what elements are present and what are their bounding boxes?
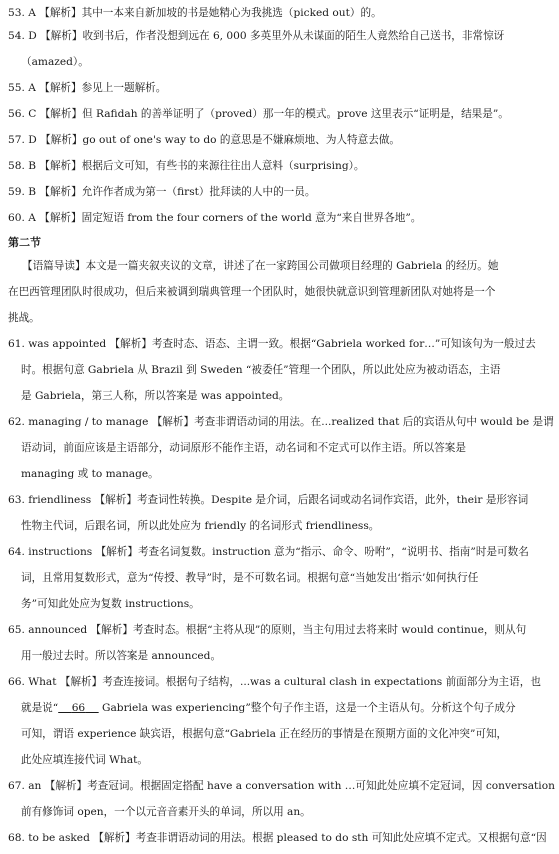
answer-fragment: Gabriela was experiencing”整个句子作主语，这是一个主语从句。分析这个句子成分	[98, 702, 516, 714]
answer-item-56	[8, 101, 548, 127]
answer-item-66	[8, 669, 548, 773]
answer-item-65	[8, 617, 548, 669]
guide-line: 在巴西管理团队时很成功，但后来被调到瑞典管理一个团队时，她很快就意识到管理新团队对她将是一个	[8, 286, 496, 298]
answer-text: 62. managing / to manage 【解析】考查非谓语动词的用法。在...realized that 后的宾语从句中 would be 是谓	[8, 416, 554, 428]
guide-line: 【语篇导读】本文是一篇夹叙夹议的文章，讲述了在一家跨国公司做项目经理的 Gabriela 的经历。她	[22, 260, 499, 272]
answer-text: 65. announced 【解析】考查时态。根据“主将从现”的原则，当主句用过去将来时 would continue，则从句	[8, 624, 527, 636]
section-heading: 第二节	[8, 236, 41, 249]
answer-continuation	[8, 695, 548, 721]
answer-continuation: 性物主代词，后跟名词，所以此处应为 friendly 的名词形式 friendliness。	[21, 520, 380, 532]
answer-fragment: 就是说“	[21, 702, 59, 714]
answer-text: 66. What 【解析】考查连接词。根据句子结构，...was a cultural clash in expectations 前面部分为主语，也	[8, 676, 541, 688]
answer-continuation: 用一般过去时。所以答案是 announced。	[21, 650, 222, 662]
answer-item-62	[8, 409, 554, 487]
answer-text: 58. B 【解析】根据后文可知，有些书的来源往往出人意料（surprising）。	[8, 160, 365, 172]
answer-item-54	[8, 23, 548, 75]
answer-continuation: 前有修饰词 open，一个以元音音素开头的单词，所以用 an。	[21, 806, 311, 818]
answer-item-57	[8, 127, 548, 153]
answer-text: 68. to be asked 【解析】考查非谓语动词的用法。根据 pleased to do sth 可知此处应填不定式。又根据句意“因	[8, 832, 547, 844]
answer-continuation: 词，且常用复数形式，意为“传授、教导”时，是不可数名词。根据句意“当她发出‘指示’如何执行任	[21, 572, 479, 584]
answer-item-64	[8, 539, 548, 617]
answer-item-59	[8, 179, 548, 205]
answer-text: 60. A 【解析】固定短语 from the four corners of the world 意为“来自世界各地”。	[8, 212, 422, 224]
answer-text: 59. B 【解析】允许作者成为第一（first）批拜读的人中的一员。	[8, 186, 316, 198]
answer-item-60	[8, 205, 548, 231]
answer-text: 61. was appointed 【解析】考查时态、语态、主谓一致。根据“Gabriela worked for…”可知该句为一般过去	[8, 338, 536, 350]
blank-number	[58, 702, 98, 714]
answer-continuation: 此处应填连接代词 What。	[21, 754, 148, 766]
answer-continuation: 是 Gabriela，第三人称，所以答案是 was appointed。	[21, 390, 290, 402]
answer-text: 55. A 【解析】参见上一题解析。	[8, 82, 167, 94]
answer-text: 57. D 【解析】go out of one's way to do 的意思是不嫌麻烦地、为人特意去做。	[8, 134, 401, 146]
answer-text: 64. instructions 【解析】考查名词复数。instruction 意为“指示、命令、吩咐”，“说明书、指南”时是可数名	[8, 546, 529, 558]
answer-item-58	[8, 153, 548, 179]
answer-item-68	[8, 825, 548, 851]
answer-item-55	[8, 75, 548, 101]
answer-text: 56. C 【解析】但 Rafidah 的善举证明了（proved）那一年的模式。prove 这里表示“证明是，结果是”。	[8, 108, 509, 120]
blank-label: 66	[71, 702, 86, 714]
answer-text: 54. D 【解析】收到书后，作者没想到远在 6, 000 多英里外从未谋面的陌生人竟然给自己送书，非常惊讶	[8, 30, 505, 42]
answer-text: 53. A 【解析】其中一本来自新加坡的书是她精心为我挑选（picked out）的。	[8, 7, 382, 19]
guide-line: 挑战。	[8, 312, 40, 324]
answer-text: 67. an 【解析】考查冠词。根据固定搭配 have a conversation with …可知此处应填不定冠词，因 conversation	[8, 780, 555, 792]
answer-continuation: 语动词，前面应该是主语部分，动词原形不能作主语，动名词和不定式可以作主语。所以答案是	[21, 442, 466, 454]
answer-continuation: 时。根据句意 Gabriela 从 Brazil 到 Sweden “被委任”管理一个团队，所以此处应为被动语态，主语	[21, 364, 501, 376]
answer-item-61	[8, 331, 548, 409]
guide-paragraph	[8, 253, 548, 331]
answer-continuation: （amazed）。	[21, 56, 89, 68]
answer-continuation: 可知，谓语 experience 缺宾语，根据句意“Gabriela 正在经历的事情是在预期方面的文化冲突”可知，	[21, 728, 508, 740]
answer-continuation: managing 或 to manage。	[21, 468, 159, 480]
answer-continuation: 务”可知此处应为复数 instructions。	[21, 598, 200, 610]
answer-item-67	[8, 773, 555, 825]
answer-text: 63. friendliness 【解析】考查词性转换。Despite 是介词，后跟名词或动名词作宾语，此外，their 是形容词	[8, 494, 529, 506]
answer-item-63	[8, 487, 548, 539]
